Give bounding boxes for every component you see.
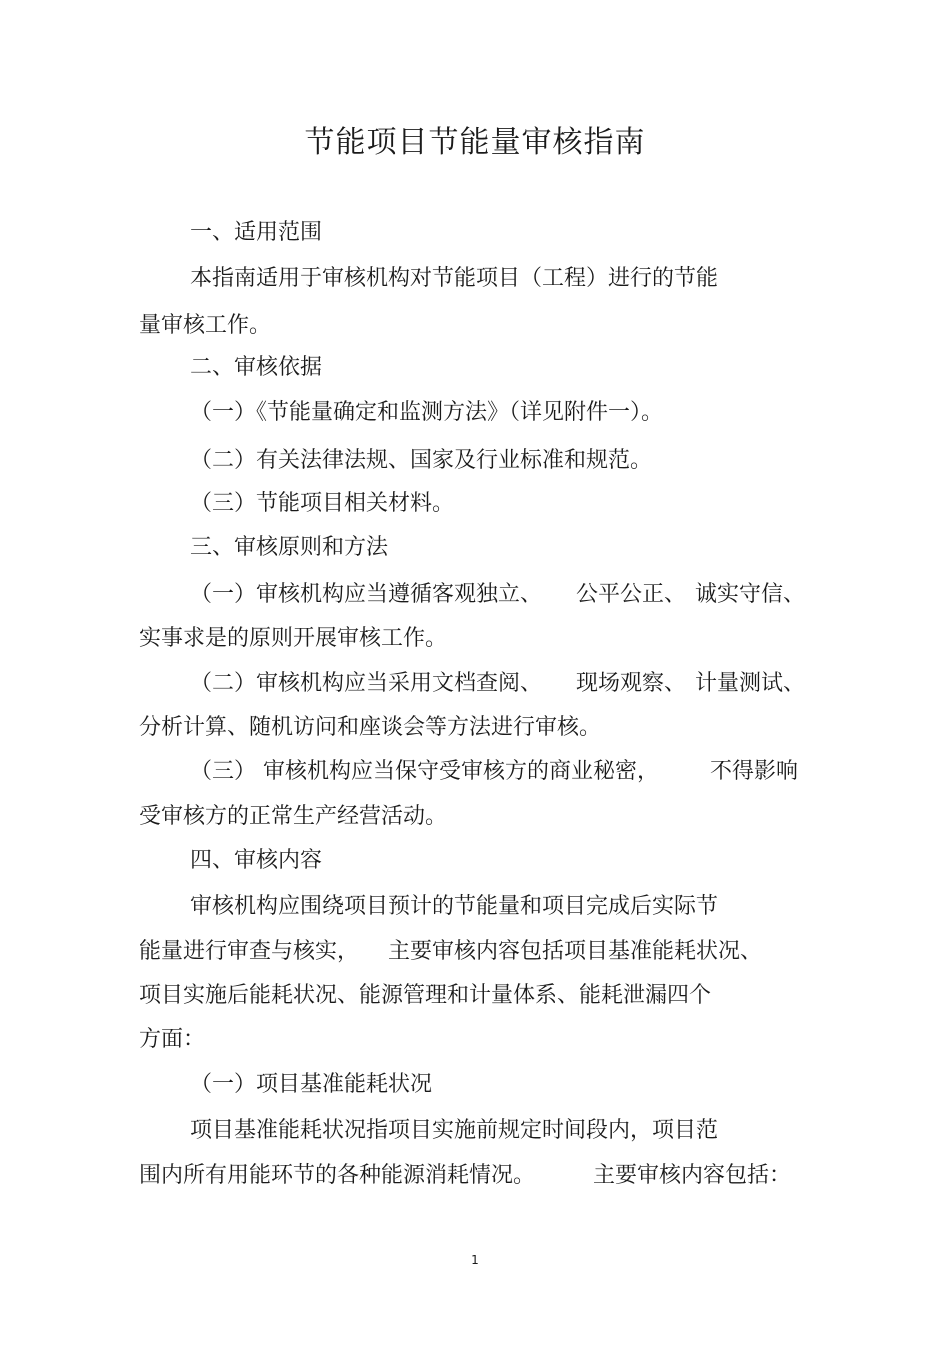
subsection-heading: （一）项目基准能耗状况 [190, 1072, 433, 1097]
paragraph-line: 项目基准能耗状况指项目实施前规定时间段内，项目范 [190, 1118, 719, 1143]
paragraph-line: 实事求是的原则开展审核工作。 [139, 626, 448, 651]
text-segment: 现场观察、 [576, 671, 687, 696]
list-item: （一）《节能量确定和监测方法》（详见附件一）。 [190, 400, 664, 425]
paragraph-line [0, 1161, 950, 1191]
text-segment: 不得影响 [710, 759, 799, 784]
page-number: 1 [471, 1253, 479, 1267]
section-heading-principles: 三、审核原则和方法 [190, 535, 389, 560]
document-title: 节能项目节能量审核指南 [304, 125, 646, 160]
paragraph-line [0, 669, 950, 699]
paragraph-line: 量审核工作。 [139, 313, 272, 338]
text-segment: 围内所有用能环节的各种能源消耗情况。 [139, 1163, 536, 1188]
text-segment: 诚实守信、 [695, 582, 806, 607]
section-heading-scope: 一、适用范围 [190, 220, 323, 245]
section-heading-content: 四、审核内容 [190, 848, 323, 873]
paragraph-line: 分析计算、随机访问和座谈会等方法进行审核。 [139, 715, 602, 740]
section-heading-basis: 二、审核依据 [190, 355, 323, 380]
paragraph-line [0, 937, 950, 967]
paragraph-line: 方面： [139, 1027, 206, 1052]
text-segment: （二）审核机构应当采用文档查阅、 [190, 671, 543, 696]
paragraph-line: 项目实施后能耗状况、能源管理和计量体系、能耗泄漏四个 [139, 983, 712, 1008]
text-segment: 能量进行审查与核实， [139, 939, 360, 964]
text-segment: 主要审核内容包括项目基准能耗状况、 [388, 939, 763, 964]
paragraph-line: 受审核方的正常生产经营活动。 [139, 804, 448, 829]
paragraph-line: 本指南适用于审核机构对节能项目（工程）进行的节能 [190, 266, 719, 291]
paragraph-line [0, 580, 950, 610]
list-item: （三）节能项目相关材料。 [190, 491, 455, 516]
text-segment: 公平公正、 [576, 582, 687, 607]
list-item: （二）有关法律法规、国家及行业标准和规范。 [190, 448, 653, 473]
paragraph-line: 审核机构应围绕项目预计的节能量和项目完成后实际节 [190, 894, 719, 919]
text-segment: （一）审核机构应当遵循客观独立、 [190, 582, 543, 607]
text-segment: 主要审核内容包括： [593, 1163, 792, 1188]
text-segment: （三） 审核机构应当保守受审核方的商业秘密， [190, 759, 659, 784]
paragraph-line [0, 757, 950, 787]
text-segment: 计量测试、 [695, 671, 806, 696]
